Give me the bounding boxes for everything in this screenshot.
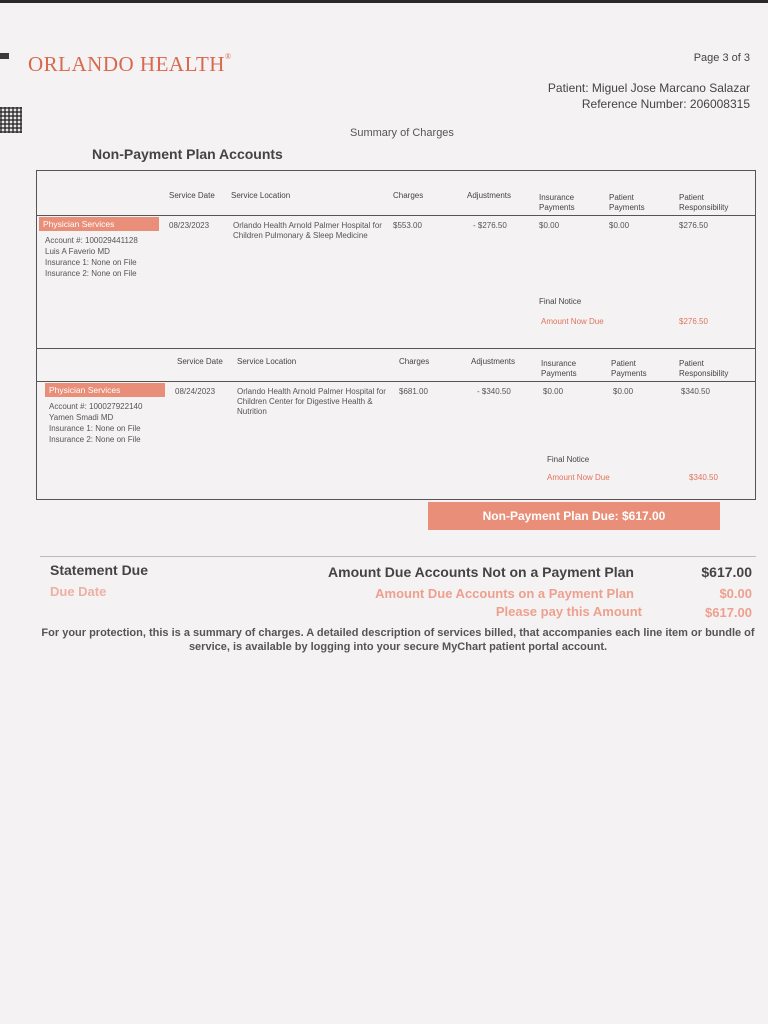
- header-divider: [37, 215, 755, 216]
- col-charges: Charges: [393, 191, 424, 200]
- patient-info: [548, 80, 750, 112]
- col-adjustments: Adjustments: [471, 357, 516, 366]
- non-payment-plan-due-banner: Non-Payment Plan Due: $617.00: [428, 502, 720, 530]
- col-service-location: Service Location: [231, 191, 291, 200]
- account-details: [49, 401, 142, 445]
- please-pay-label: Please pay this Amount: [495, 604, 642, 619]
- corner-mark: [0, 53, 9, 59]
- col-service-date: Service Date: [177, 357, 223, 366]
- service-date: 08/24/2023: [175, 387, 216, 396]
- responsibility-value: $340.50: [681, 387, 710, 396]
- col-adjustments: Adjustments: [467, 191, 512, 200]
- account-number: Account #: 100027922140: [49, 402, 143, 411]
- logo-trademark: ®: [224, 52, 232, 61]
- insurance-1: Insurance 1: None on File: [49, 424, 141, 433]
- col-charges: Charges: [399, 357, 430, 366]
- statement-due-title: Statement Due: [50, 562, 149, 578]
- amount-not-on-plan-label: Amount Due Accounts Not on a Payment Plan: [328, 564, 634, 580]
- service-type-tag: Physician Services: [45, 383, 165, 397]
- top-edge-line: [0, 0, 768, 3]
- adjustments-value: - $276.50: [473, 221, 507, 230]
- service-type-tag: Physician Services: [39, 217, 159, 231]
- adjustments-value: - $340.50: [477, 387, 511, 396]
- insurance-payments-value: $0.00: [543, 387, 564, 396]
- protection-notice: For your protection, this is a summary of charges. A detailed description of services billed, that accompanies each line item or bundle of service, is available by logging into your secure MyChart patient portal account.: [41, 627, 755, 653]
- amount-on-plan-label: Amount Due Accounts on a Payment Plan: [375, 586, 634, 601]
- page-number: Page 3 of 3: [693, 52, 750, 64]
- account-block-2: [36, 348, 756, 500]
- logo-text: ORLANDO HEALTH: [28, 52, 225, 76]
- header-divider: [37, 381, 755, 382]
- insurance-1: Insurance 1: None on File: [45, 258, 137, 267]
- provider-name: Yamen Smadi MD: [49, 413, 114, 422]
- service-date: 08/23/2023: [169, 221, 210, 230]
- col-patient-responsibility: Patient Responsibility: [679, 359, 729, 378]
- final-notice: Final Notice: [547, 455, 590, 464]
- amount-now-due-label: Amount Now Due: [541, 317, 604, 326]
- col-service-location: Service Location: [237, 357, 297, 366]
- col-patient-responsibility: Patient Responsibility: [679, 193, 729, 212]
- qr-code-icon: [0, 107, 22, 133]
- col-service-date: Service Date: [169, 191, 215, 200]
- amount-now-due-value: $340.50: [689, 473, 718, 482]
- please-pay-value: $617.00: [705, 605, 752, 620]
- orlando-health-logo: [28, 52, 232, 77]
- responsibility-value: $276.50: [679, 221, 708, 230]
- amount-on-plan-value: $0.00: [719, 586, 752, 601]
- service-location: Orlando Health Arnold Palmer Hospital for Children Center for Digestive Health & Nutrition: [237, 387, 386, 416]
- statement-divider: [40, 556, 756, 557]
- section-title: Non-Payment Plan Accounts: [92, 146, 283, 162]
- amount-not-on-plan-value: $617.00: [701, 564, 752, 580]
- charges-value: $681.00: [399, 387, 428, 396]
- summary-title: Summary of Charges: [350, 127, 454, 139]
- provider-name: Luis A Faverio MD: [45, 247, 110, 256]
- amount-now-due-label: Amount Now Due: [547, 473, 610, 482]
- patient-payments-value: $0.00: [609, 221, 630, 230]
- insurance-payments-value: $0.00: [539, 221, 560, 230]
- insurance-2: Insurance 2: None on File: [49, 435, 141, 444]
- patient-payments-value: $0.00: [613, 387, 634, 396]
- account-details: [45, 235, 138, 279]
- col-patient-payments: Patient Payments: [609, 193, 645, 212]
- col-insurance-payments: Insurance Payments: [539, 193, 575, 212]
- col-patient-payments: Patient Payments: [611, 359, 647, 378]
- patient-name: Patient: Miguel Jose Marcano Salazar: [547, 81, 750, 95]
- insurance-2: Insurance 2: None on File: [45, 269, 137, 278]
- due-date-label: Due Date: [50, 584, 107, 599]
- final-notice: Final Notice: [539, 297, 582, 306]
- charges-value: $553.00: [393, 221, 422, 230]
- service-location: Orlando Health Arnold Palmer Hospital for Children Pulmonary & Sleep Medicine: [233, 221, 382, 240]
- account-number: Account #: 100029441128: [45, 236, 138, 245]
- account-block-1: [36, 170, 756, 349]
- amount-now-due-value: $276.50: [679, 317, 708, 326]
- reference-number: Reference Number: 206008315: [581, 97, 750, 111]
- col-insurance-payments: Insurance Payments: [541, 359, 577, 378]
